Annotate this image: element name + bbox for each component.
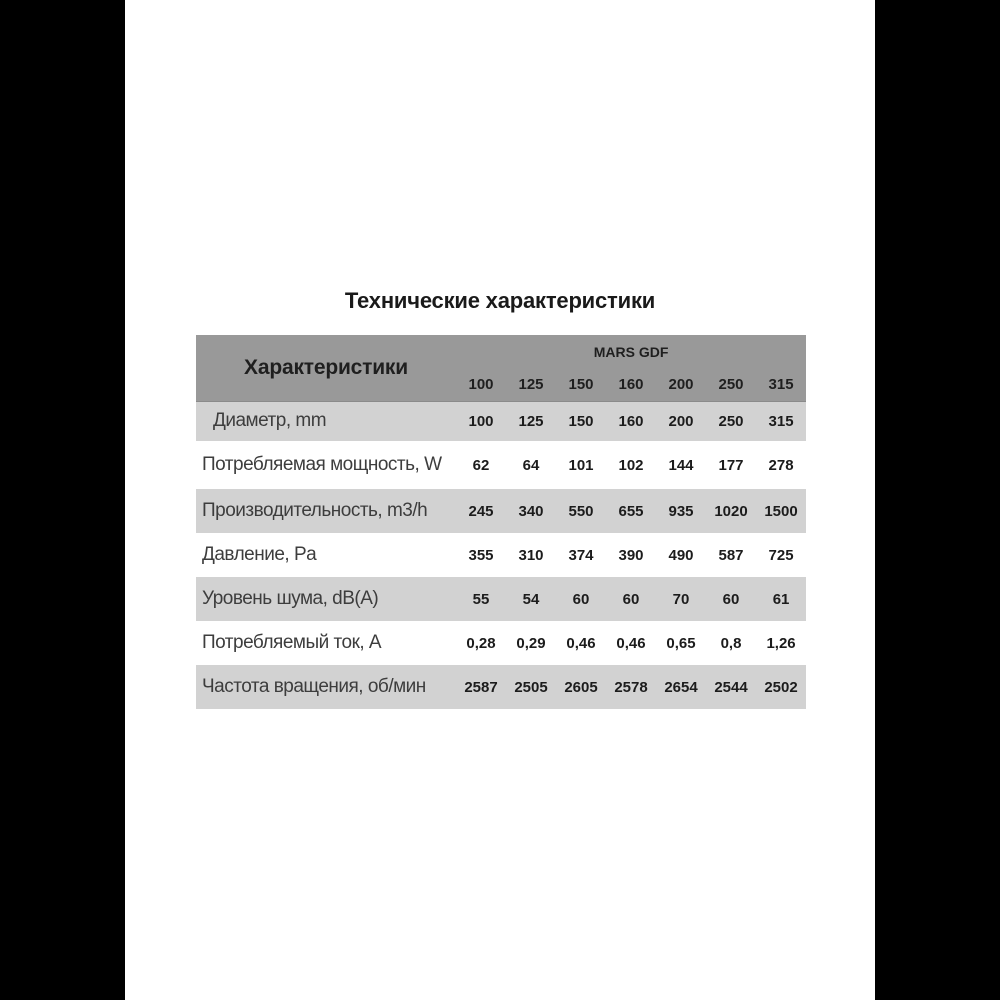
value-cell: 125 xyxy=(506,401,556,441)
table-row-noise xyxy=(196,577,806,621)
value-cell: 144 xyxy=(656,441,706,489)
value-cell: 315 xyxy=(756,401,806,441)
row-label-cell: Уровень шума, dB(A) xyxy=(196,577,456,621)
row-label-cell: Потребляемый ток, A xyxy=(196,621,456,665)
value-cell: 101 xyxy=(556,441,606,489)
table-row-current xyxy=(196,621,806,665)
value-cell: 1,26 xyxy=(756,621,806,665)
table-row-capacity xyxy=(196,489,806,533)
characteristics-header-cell: Характеристики xyxy=(196,335,456,401)
size-header-cell: 200 xyxy=(656,369,706,401)
value-cell: 587 xyxy=(706,533,756,577)
table-row-rotation xyxy=(196,665,806,709)
row-label-cell: Производительность, m3/h xyxy=(196,489,456,533)
size-header-cell: 150 xyxy=(556,369,606,401)
value-cell: 390 xyxy=(606,533,656,577)
value-cell: 2505 xyxy=(506,665,556,709)
value-cell: 0,28 xyxy=(456,621,506,665)
value-cell: 278 xyxy=(756,441,806,489)
value-cell: 150 xyxy=(556,401,606,441)
size-header-cell: 250 xyxy=(706,369,756,401)
series-header-cell: MARS GDF xyxy=(456,335,806,369)
value-cell: 177 xyxy=(706,441,756,489)
table-row-pressure xyxy=(196,533,806,577)
value-cell: 100 xyxy=(456,401,506,441)
value-cell: 61 xyxy=(756,577,806,621)
value-cell: 64 xyxy=(506,441,556,489)
value-cell: 60 xyxy=(606,577,656,621)
table-row-diameter xyxy=(196,401,806,441)
value-cell: 374 xyxy=(556,533,606,577)
size-header-cell: 125 xyxy=(506,369,556,401)
size-header-cell: 160 xyxy=(606,369,656,401)
value-cell: 1020 xyxy=(706,489,756,533)
value-cell: 60 xyxy=(706,577,756,621)
value-cell: 0,46 xyxy=(556,621,606,665)
value-cell: 725 xyxy=(756,533,806,577)
value-cell: 0,29 xyxy=(506,621,556,665)
row-label-cell: Диаметр, mm xyxy=(196,401,456,441)
content-area xyxy=(125,0,875,1000)
value-cell: 245 xyxy=(456,489,506,533)
value-cell: 2605 xyxy=(556,665,606,709)
value-cell: 0,65 xyxy=(656,621,706,665)
row-label-cell: Частота вращения, об/мин xyxy=(196,665,456,709)
value-cell: 1500 xyxy=(756,489,806,533)
value-cell: 2544 xyxy=(706,665,756,709)
size-header-cell: 315 xyxy=(756,369,806,401)
value-cell: 935 xyxy=(656,489,706,533)
value-cell: 250 xyxy=(706,401,756,441)
value-cell: 340 xyxy=(506,489,556,533)
value-cell: 0,8 xyxy=(706,621,756,665)
table-row-power xyxy=(196,441,806,489)
value-cell: 2587 xyxy=(456,665,506,709)
value-cell: 102 xyxy=(606,441,656,489)
value-cell: 490 xyxy=(656,533,706,577)
value-cell: 200 xyxy=(656,401,706,441)
size-header-cell: 100 xyxy=(456,369,506,401)
row-label-cell: Потребляемая мощность, W xyxy=(196,441,456,489)
value-cell: 355 xyxy=(456,533,506,577)
value-cell: 55 xyxy=(456,577,506,621)
row-label-cell: Давление, Pa xyxy=(196,533,456,577)
value-cell: 0,46 xyxy=(606,621,656,665)
value-cell: 2654 xyxy=(656,665,706,709)
value-cell: 160 xyxy=(606,401,656,441)
page-title: Технические характеристики xyxy=(344,288,656,313)
value-cell: 62 xyxy=(456,441,506,489)
value-cell: 54 xyxy=(506,577,556,621)
value-cell: 2578 xyxy=(606,665,656,709)
value-cell: 310 xyxy=(506,533,556,577)
table-header-row xyxy=(196,335,806,369)
value-cell: 550 xyxy=(556,489,606,533)
spec-table xyxy=(196,335,806,709)
value-cell: 60 xyxy=(556,577,606,621)
value-cell: 2502 xyxy=(756,665,806,709)
value-cell: 655 xyxy=(606,489,656,533)
value-cell: 70 xyxy=(656,577,706,621)
